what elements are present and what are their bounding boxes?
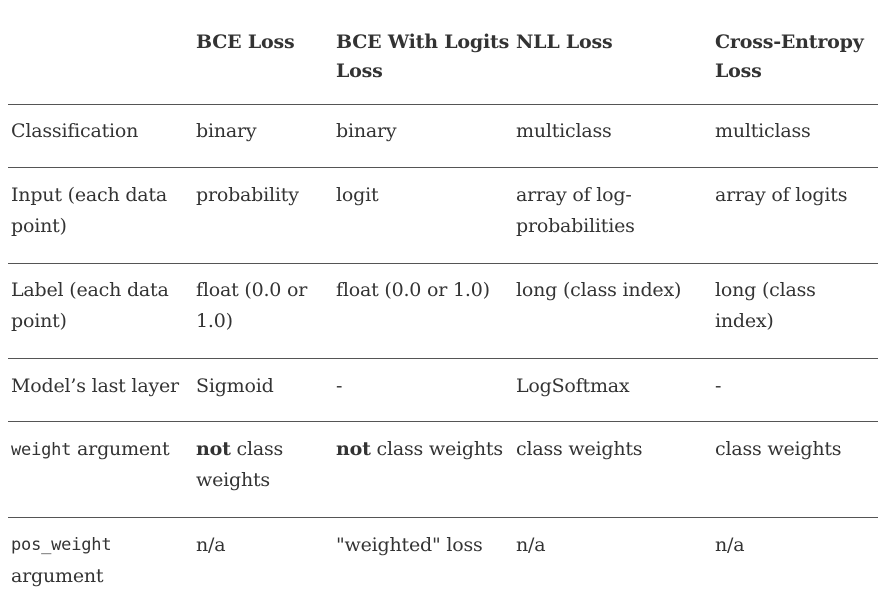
row-divider xyxy=(8,167,878,168)
cell-pos-weight-bce: n/a xyxy=(196,534,226,556)
cell-classification-bce: binary xyxy=(196,120,257,142)
header-bce-with-logits-loss: BCE With Logits Loss xyxy=(336,31,510,82)
cell-pos-weight-nll: n/a xyxy=(516,534,546,556)
cell-last-layer-bce-logits: - xyxy=(336,375,343,397)
row-label-pos-weight-argument: pos_weight argument xyxy=(11,530,111,592)
cell-last-layer-nll: LogSoftmax xyxy=(516,375,630,397)
row-label-label: Label (each data point) xyxy=(11,279,169,332)
header-nll-loss: NLL Loss xyxy=(516,31,613,53)
header-bce-loss: BCE Loss xyxy=(196,31,295,53)
cell-input-bce-logits: logit xyxy=(336,184,379,206)
row-divider xyxy=(8,517,878,518)
row-label-input: Input (each data point) xyxy=(11,184,167,237)
cell-input-nll: array of log- probabilities xyxy=(516,184,635,237)
header-cross-entropy-loss: Cross-Entropy Loss xyxy=(715,31,864,82)
row-label-classification: Classification xyxy=(11,120,139,142)
cell-classification-bce-logits: binary xyxy=(336,120,397,142)
cell-weight-nll: class weights xyxy=(516,438,643,460)
cell-input-bce: probability xyxy=(196,184,299,206)
row-divider xyxy=(8,358,878,359)
cell-label-ce: long (class index) xyxy=(715,279,816,332)
row-label-weight-argument: weight argument xyxy=(11,438,170,460)
cell-weight-bce: not class weights xyxy=(196,438,284,491)
cell-classification-nll: multiclass xyxy=(516,120,612,142)
not-emphasis: not xyxy=(196,438,231,460)
not-emphasis: not xyxy=(336,438,371,460)
row-divider xyxy=(8,263,878,264)
weight-code: weight xyxy=(11,440,72,460)
row-divider xyxy=(8,421,878,422)
cell-label-bce-logits: float (0.0 or 1.0) xyxy=(336,279,490,301)
cell-pos-weight-bce-logits: "weighted" loss xyxy=(336,534,483,556)
cell-weight-ce: class weights xyxy=(715,438,842,460)
cell-label-nll: long (class index) xyxy=(516,279,682,301)
row-label-last-layer: Model’s last layer xyxy=(11,375,179,397)
cell-weight-bce-logits: not class weights xyxy=(336,438,503,460)
pos-weight-code: pos_weight xyxy=(11,535,112,555)
cell-input-ce: array of logits xyxy=(715,184,848,206)
cell-classification-ce: multiclass xyxy=(715,120,811,142)
cell-pos-weight-ce: n/a xyxy=(715,534,745,556)
cell-label-bce: float (0.0 or 1.0) xyxy=(196,279,308,332)
cell-last-layer-bce: Sigmoid xyxy=(196,375,274,397)
header-divider xyxy=(8,104,878,105)
cell-last-layer-ce: - xyxy=(715,375,722,397)
